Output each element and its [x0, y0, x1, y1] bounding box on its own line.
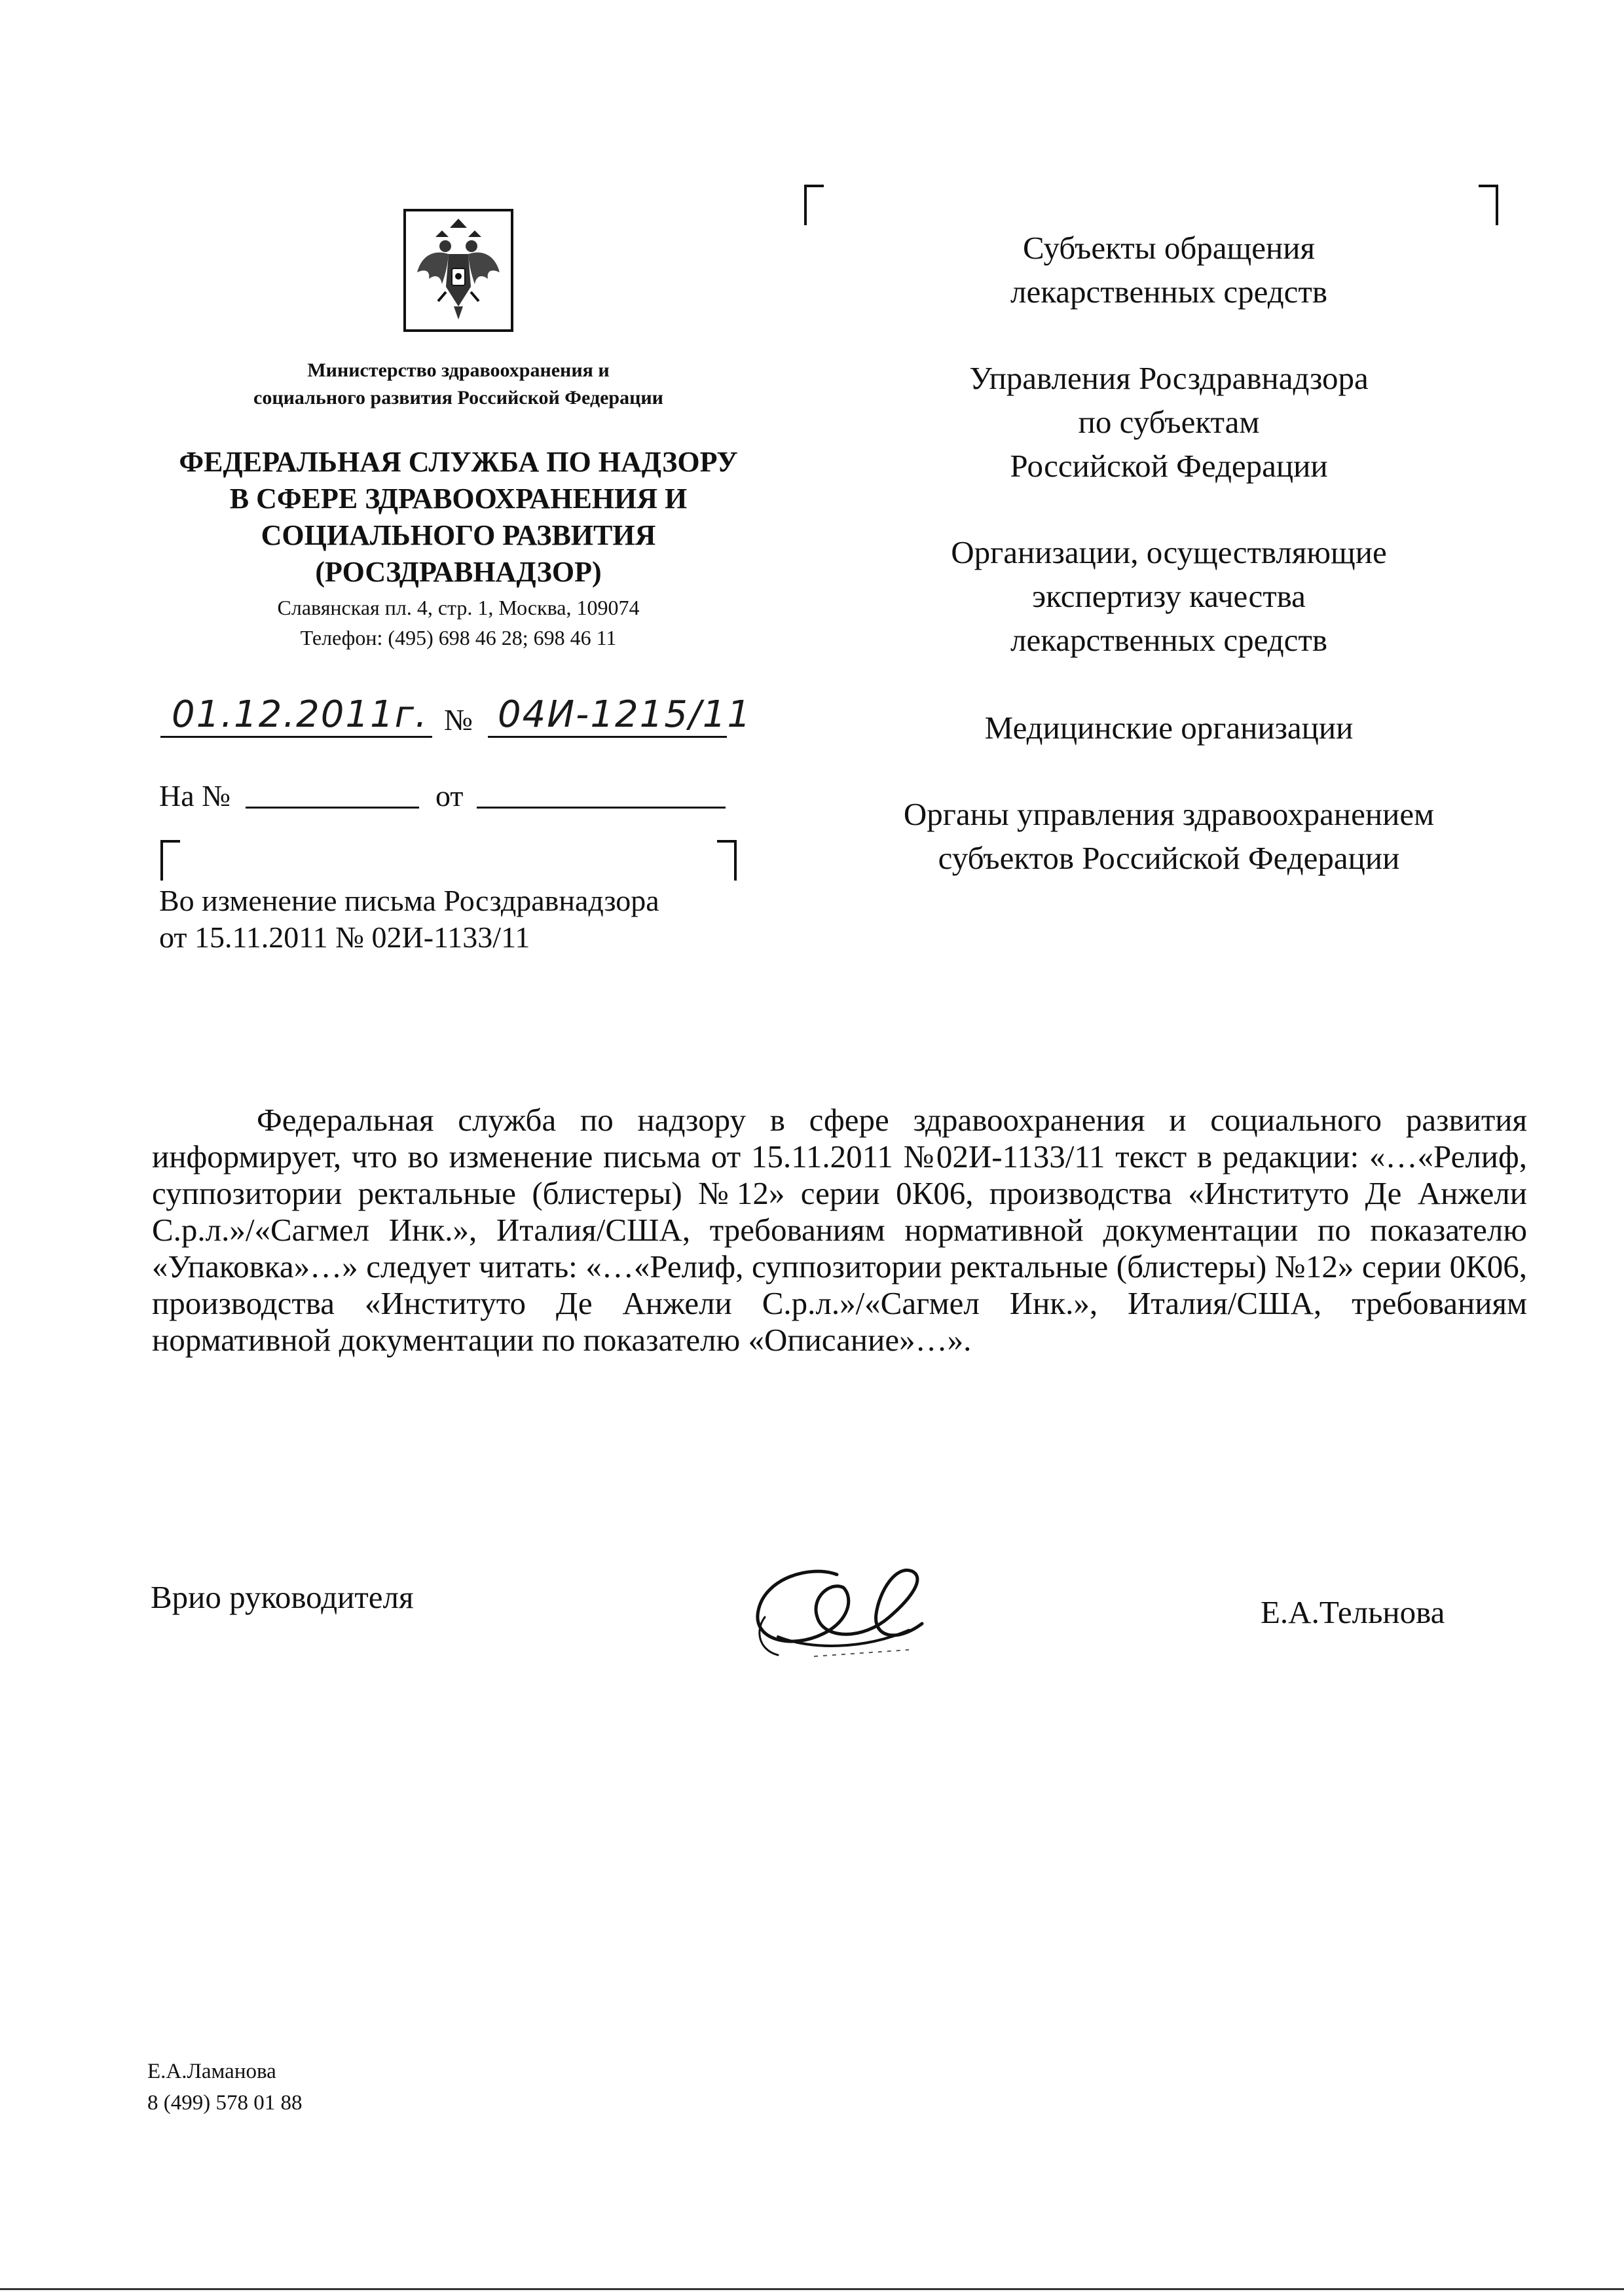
ministry-line: социального развития Российской Федерации	[253, 387, 663, 409]
recipient-block	[825, 226, 1513, 314]
subject-line: от 15.11.2011 № 02И-1133/11	[159, 920, 530, 954]
agency-address: Славянская пл. 4, стр. 1, Москва, 109074	[277, 596, 640, 619]
signatory-name: Е.А.Тельнова	[1261, 1594, 1445, 1630]
recipient-line: Органы управления здравоохранением	[903, 796, 1435, 832]
subject-line: Во изменение письма Росздравнадзора	[159, 884, 659, 917]
executor-contact	[147, 2056, 302, 2119]
reply-from-label: от	[435, 779, 464, 812]
recipient-line: Медицинские организации	[984, 710, 1354, 746]
corner-bracket-left	[160, 840, 180, 881]
recipient-block	[825, 530, 1513, 662]
recipient-line: Организации, осуществляющие	[951, 534, 1387, 570]
ministry-line: Министерство здравоохранения и	[307, 359, 610, 381]
letter-body: Федеральная служба по надзору в сфере здравоохранения и социального развития информирует, что во изменение письма от 15.11.2011 №02И-1133/11 текст в редакции: «…«Релиф, суппозитории ректальные (блистеры) №12» серии 0К06, производства «Институто Де Анжели С.р.л.»/«Сагмел Инк.», Италия/США, требованиям нормативной документации по показателю «Упаковка»…» следует читать: «…«Релиф, суппозитории ректальные (блистеры) №12» серии 0К06, производства «Институто Де Анжели С.р.л.»/«Сагмел Инк.», Италия/США, требованиям нормативной документации по показателю «Описание»…».	[152, 1102, 1527, 1358]
letter-date: 01.12.2011г.	[172, 693, 428, 736]
corner-bracket-right	[717, 840, 737, 881]
reply-number-blank	[246, 807, 419, 809]
agency-line: В СФЕРЕ ЗДРАВООХРАНЕНИЯ И	[229, 483, 688, 515]
ministry-name	[216, 357, 701, 412]
number-label: №	[444, 703, 473, 737]
executor-name: Е.А.Ламанова	[147, 2060, 276, 2083]
agency-contacts	[216, 592, 701, 653]
recipient-block	[825, 706, 1513, 750]
recipient-line: по субъектам	[1078, 404, 1260, 440]
number-underline	[488, 736, 727, 738]
recipient-line: Субъекты обращения	[1022, 230, 1315, 266]
agency-name	[151, 444, 766, 591]
letter-number: 04И-1215/11	[498, 693, 752, 736]
executor-phone: 8 (499) 578 01 88	[147, 2091, 303, 2115]
agency-phone: Телефон: (495) 698 46 28; 698 46 11	[300, 626, 617, 649]
agency-line: СОЦИАЛЬНОГО РАЗВИТИЯ	[261, 519, 656, 551]
recipient-line: Российской Федерации	[1010, 448, 1328, 484]
agency-line: (РОСЗДРАВНАДЗОР)	[315, 556, 602, 588]
signatory-position: Врио руководителя	[151, 1579, 414, 1615]
corner-bracket-left	[804, 185, 824, 225]
scan-edge-line	[0, 2288, 1624, 2290]
handwritten-signature-icon	[739, 1552, 955, 1683]
recipient-line: Управления Росздравнадзора	[969, 360, 1369, 396]
reply-date-blank	[477, 807, 726, 809]
recipient-line: лекарственных средств	[1010, 622, 1327, 658]
reply-to-label: На №	[159, 779, 231, 812]
letter-subject	[159, 883, 814, 956]
corner-bracket-right	[1479, 185, 1498, 225]
agency-line: ФЕДЕРАЛЬНАЯ СЛУЖБА ПО НАДЗОРУ	[179, 446, 738, 478]
recipient-line: экспертизу качества	[1032, 578, 1306, 614]
recipient-line: субъектов Российской Федерации	[938, 840, 1400, 876]
recipient-block	[825, 792, 1513, 880]
russian-coat-of-arms-icon	[403, 208, 514, 333]
recipient-line: лекарственных средств	[1010, 274, 1327, 310]
date-underline	[160, 736, 432, 738]
recipient-block	[825, 356, 1513, 488]
